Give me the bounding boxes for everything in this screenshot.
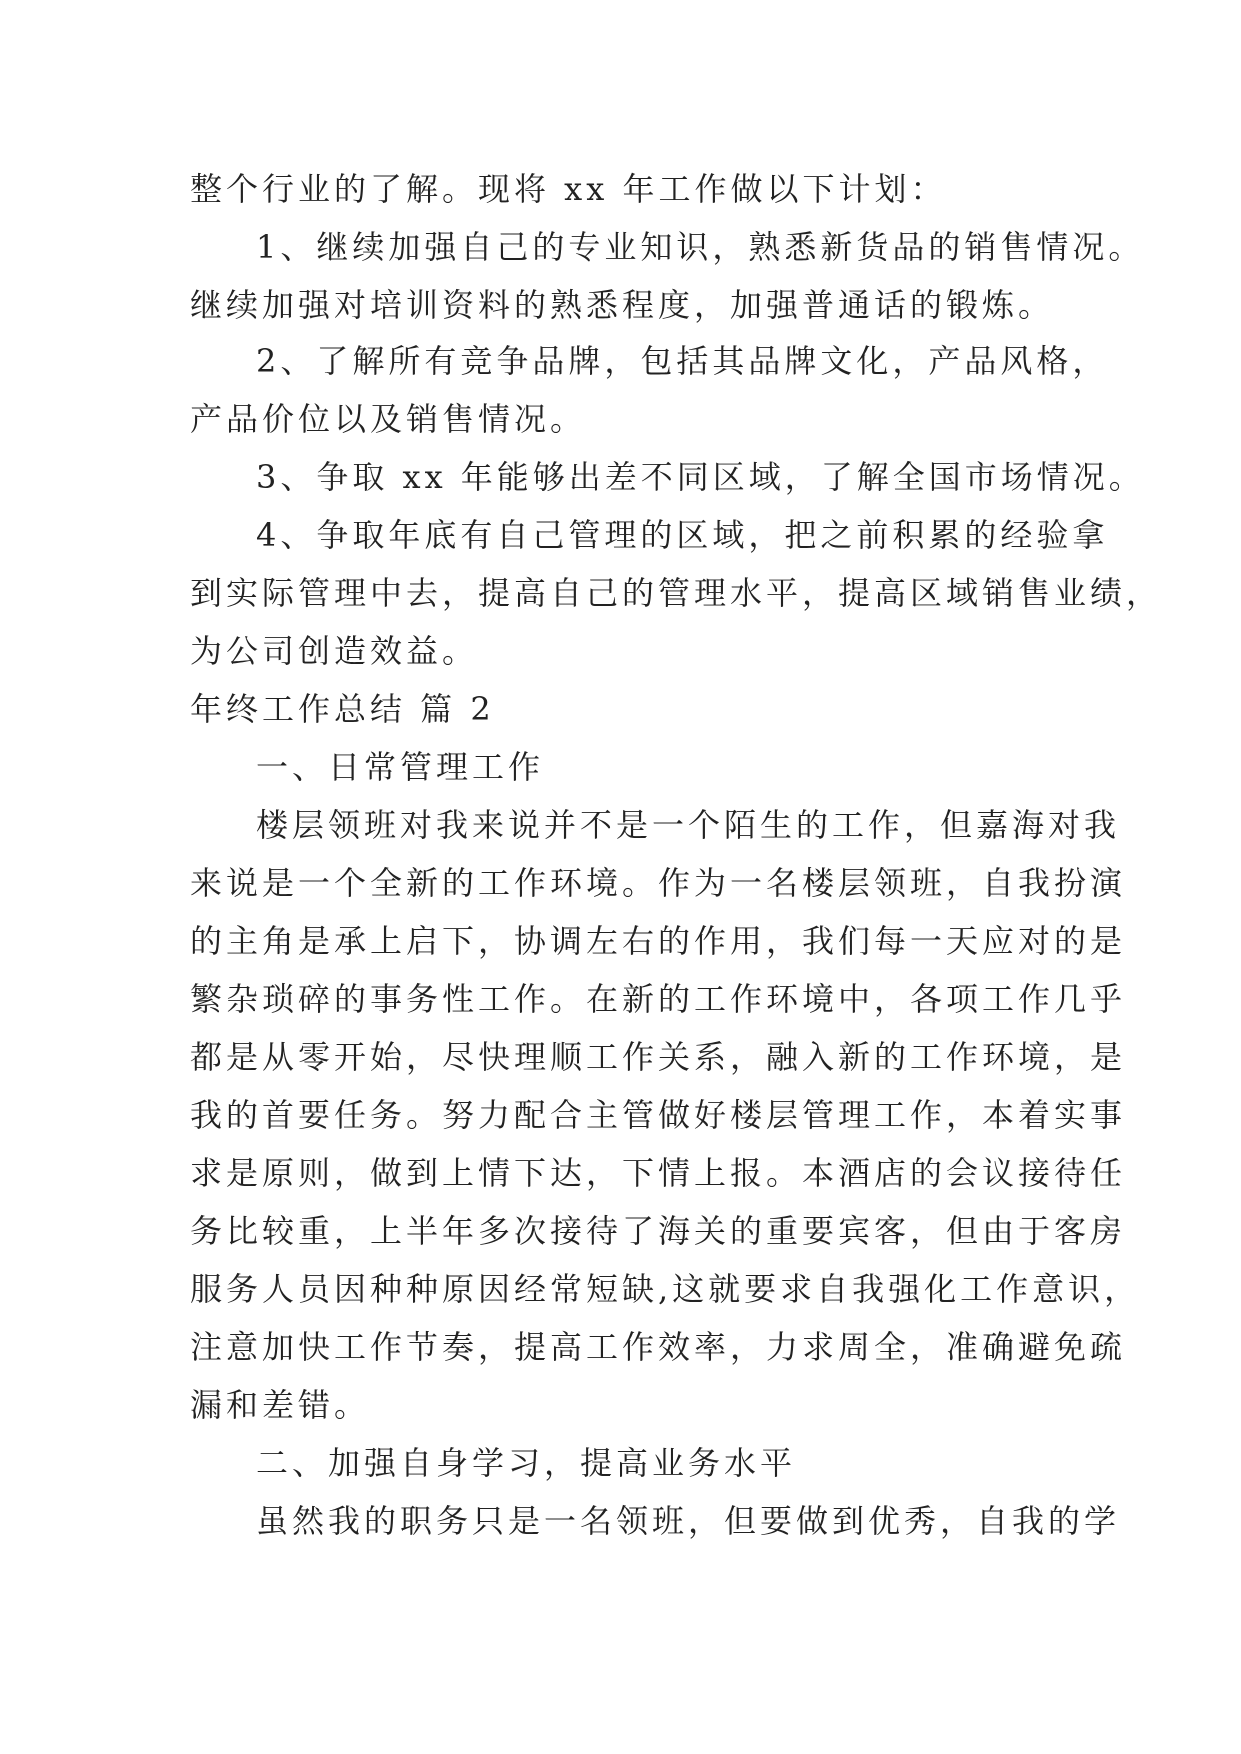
paragraph-line: 务比较重，上半年多次接待了海关的重要宾客，但由于客房 <box>190 1212 1127 1250</box>
text-line: 为公司创造效益。 <box>190 632 479 670</box>
section-heading-2: 二、加强自身学习，提高业务水平 <box>256 1444 797 1482</box>
paragraph-line: 服务人员因种种原因经常短缺,这就要求自我强化工作意识， <box>190 1270 1141 1308</box>
text-line: 产品价位以及销售情况。 <box>190 400 587 438</box>
list-item-3: 3、争取 xx 年能够出差不同区域，了解全国市场情况。 <box>256 458 1145 496</box>
paragraph-line: 我的首要任务。努力配合主管做好楼层管理工作，本着实事 <box>190 1096 1127 1134</box>
paragraph-line: 都是从零开始，尽快理顺工作关系，融入新的工作环境，是 <box>190 1038 1127 1076</box>
paragraph-line: 注意加快工作节奏，提高工作效率，力求周全，准确避免疏 <box>190 1328 1127 1366</box>
text-line: 继续加强对培训资料的熟悉程度，加强普通话的锻炼。 <box>190 286 1055 324</box>
paragraph-line: 漏和差错。 <box>190 1386 371 1424</box>
list-item-4: 4、争取年底有自己管理的区域，把之前积累的经验拿 <box>256 516 1109 554</box>
paragraph-line: 虽然我的职务只是一名领班，但要做到优秀，自我的学 <box>256 1502 1121 1540</box>
paragraph-line: 求是原则，做到上情下达，下情上报。本酒店的会议接待任 <box>190 1154 1127 1192</box>
paragraph-line: 繁杂琐碎的事务性工作。在新的工作环境中，各项工作几乎 <box>190 980 1127 1018</box>
paragraph-line: 来说是一个全新的工作环境。作为一名楼层领班，自我扮演 <box>190 864 1127 902</box>
paragraph-line: 楼层领班对我来说并不是一个陌生的工作，但嘉海对我 <box>256 806 1121 844</box>
text-line: 整个行业的了解。现将 xx 年工作做以下计划： <box>190 170 947 208</box>
section-heading-1: 一、日常管理工作 <box>256 748 545 786</box>
list-item-1: 1、继续加强自己的专业知识，熟悉新货品的销售情况。 <box>256 228 1145 266</box>
paragraph-line: 的主角是承上启下，协调左右的作用，我们每一天应对的是 <box>190 922 1127 960</box>
text-line: 到实际管理中去，提高自己的管理水平，提高区域销售业绩， <box>190 574 1163 612</box>
section-title: 年终工作总结 篇 2 <box>190 690 495 728</box>
list-item-2: 2、了解所有竞争品牌，包括其品牌文化，产品风格， <box>256 342 1109 380</box>
